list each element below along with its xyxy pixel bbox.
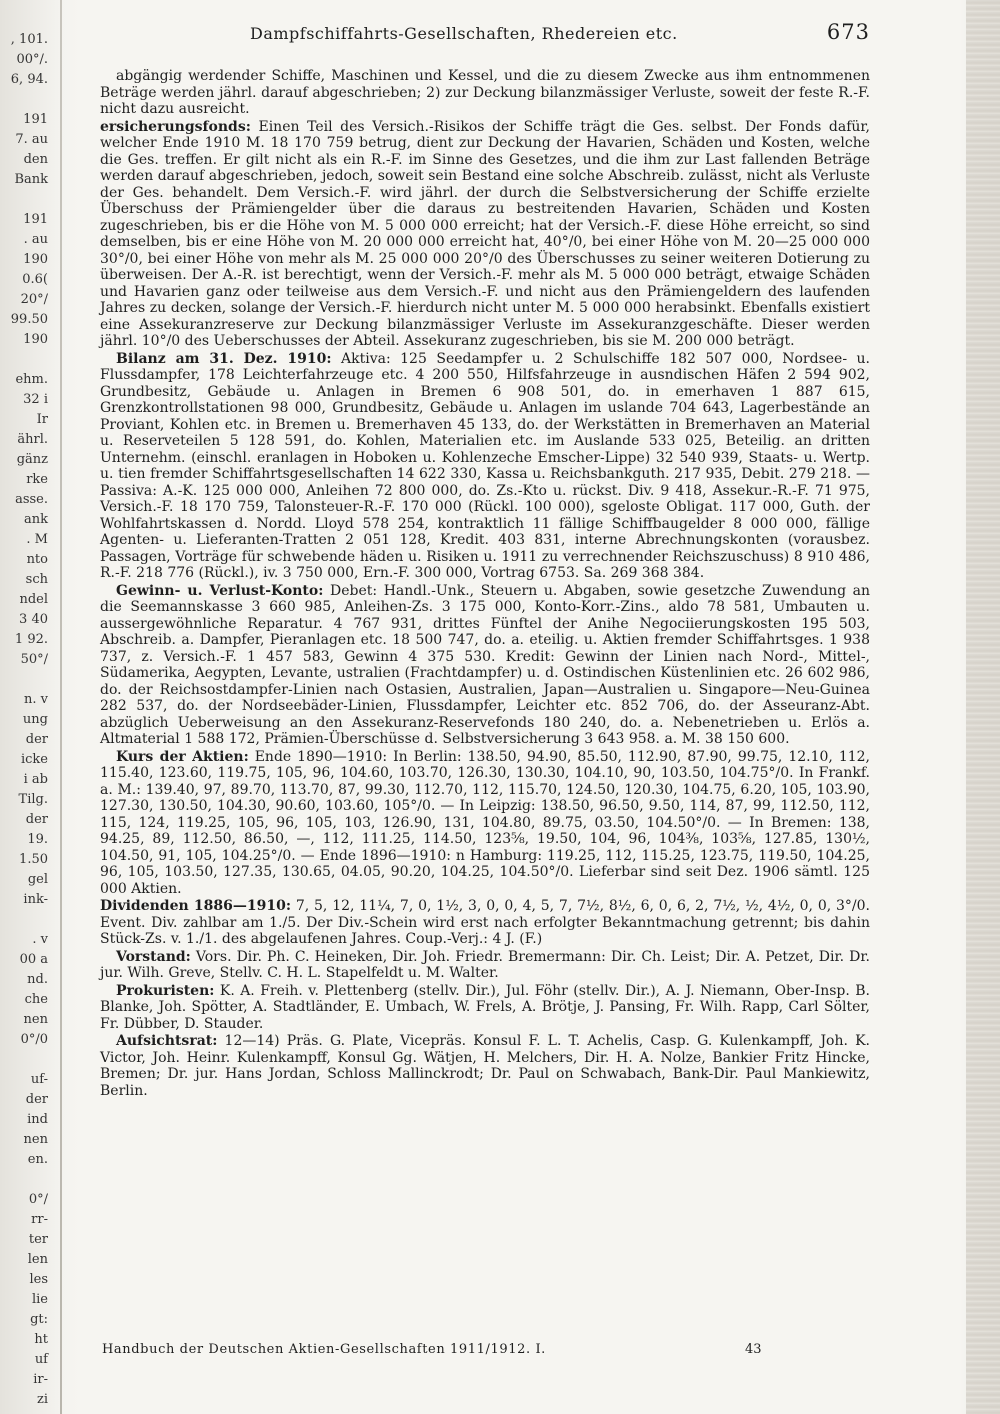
margin-fragment: Bank bbox=[14, 172, 48, 187]
section-label: ersicherungsfonds: bbox=[100, 118, 251, 135]
margin-fragment: Tilg. bbox=[18, 792, 48, 807]
margin-fragment: . v bbox=[32, 932, 48, 947]
margin-fragment: ink- bbox=[23, 892, 48, 907]
paragraph-text: 12—14) Präs. G. Plate, Vicepräs. Konsul F. L. T. Achelis, Casp. G. Kulenkampff, Joh. K. Victor, Joh. Heinr. Kulenkampff, Konsul Gg. Wätjen, H. Melchers, Dir. H. A. Nolze, Bankier Fritz Hincke, Bremen; Dr. jur. Hans Jordan, Schloss Mallinckrodt; Dr. Paul on Schwabach, Bank-Dir. Paul Mankiewitz, Berlin. bbox=[100, 1033, 870, 1099]
margin-fragment: rke bbox=[26, 472, 48, 487]
margin-fragment: 99.50 bbox=[10, 312, 48, 327]
margin-fragment: uf bbox=[34, 1352, 48, 1367]
margin-fragment: ank bbox=[23, 512, 48, 527]
paragraph-prokuristen bbox=[100, 983, 870, 1033]
margin-fragment: nen bbox=[23, 1132, 48, 1147]
paragraph-text: Vors. Dir. Ph. C. Heineken, Dir. Joh. Friedr. Bremermann: Dir. Ch. Leist; Dir. A. Petzet, Dir. Dr. jur. Wilh. Greve, Stellv. C. H. L. Stapelfeldt u. M. Walter. bbox=[100, 948, 870, 981]
margin-fragment: gt: bbox=[30, 1312, 48, 1327]
paragraph-text: abgängig werdender Schiffe, Maschinen und Kessel, und die zu diesem Zwecke aus ihm entnommenen Beträge werden jährl. darauf abgeschrieben; 2) zur Deckung bilanzmässiger Verluste, soweit der feste R.-F. nicht dazu ausreicht. bbox=[100, 68, 870, 117]
margin-fragment: 190 bbox=[23, 252, 48, 267]
page-header bbox=[100, 20, 870, 46]
margin-fragment: ind bbox=[27, 1112, 48, 1127]
paragraph-gewinn-verlust bbox=[100, 583, 870, 748]
margin-fragment: lie bbox=[31, 1292, 48, 1307]
margin-fragment: nto bbox=[26, 552, 48, 567]
page-binding-shadow bbox=[60, 0, 62, 1414]
margin-fragment: en. bbox=[27, 1152, 48, 1167]
adjacent-page-margin bbox=[0, 30, 56, 1407]
margin-fragment: 7. au bbox=[15, 132, 48, 147]
section-label: Prokuristen: bbox=[116, 982, 215, 999]
margin-fragment: n. v bbox=[24, 692, 48, 707]
section-label: Kurs der Aktien: bbox=[116, 748, 249, 765]
margin-fragment: 00°/. bbox=[16, 52, 48, 67]
margin-fragment: sch bbox=[25, 572, 48, 587]
paragraph-versicherungsfonds bbox=[100, 119, 870, 350]
margin-fragment: les bbox=[29, 1272, 48, 1287]
paragraph-vorstand bbox=[100, 949, 870, 982]
page-number: 673 bbox=[826, 20, 870, 44]
section-label: Aufsichtsrat: bbox=[116, 1033, 218, 1049]
margin-fragment: ehm. bbox=[15, 372, 48, 387]
paragraph-text: Aktiva: 125 Seedampfer u. 2 Schulschiffe 182 507 000, Nordsee- u. Flussdampfer, 178 Leichterfahrzeuge etc. 4 200 550, Hilfsfahrzeuge in ausndischen Häfen 2 594 902, Grundbesitz, Gebäude u. Anlagen in Bremen 6 908 501, do. in emerhaven 1 887 615, Grenzkontrollstationen 98 000, Grundbesitz, Gebäude u. Anlagen im uslande 704 643, Lagerbestände an Proviant, Kohlen etc. in Bremen u. Bremerhaven 45 133, do. der Werkstätten in Bremerhaven an Material u. Reserveteilen 5 128 591, do. Kohlen, Materialien etc. im Auslande 533 025, Beteilig. an dritten Unternehm. (einschl. eranlagen in Hoboken u. Kohlenzeche Emscher-Lippe) 32 540 939, Staats- u. Wertp. u. tien fremder Schiffahrtsgesellschaften 14 622 330, Kassa u. Reichsbankguth. 217 935, Debit. 279 218. — Passiva: A.-K. 125 000 000, Anleihen 72 800 000, do. Zs.-Kto u. rückst. Div. 9 418, Assekur.-R.-F. 71 975, Versich.-F. 18 170 759, Talonsteuer-R.-F. 170 000 (Rückl. 100 000), sgeloste Obligat. 117 000, Guth. der Wohlfahrtskassen d. Nordd. Lloyd 578 254, kontraktlich 11 fällige Schiffbaugelder 8 000 000, fällige Agenten- u. Lieferanten-Tratten 2 051 128, Kredit. 403 831, interne Abrechnungskonten (vorausbez. Passagen, Vorträge für schwebende häden u. Risiken u. 1911 zu verrechnender Reichszuschuss) 8 910 486, R.-F. 218 776 (Rückl.), iv. 3 750 000, Ern.-F. 300 000, Vortrag 6753. Sa. 269 368 384. bbox=[100, 350, 870, 581]
paragraph-text: Einen Teil des Versich.-Risikos der Schiffe trägt die Ges. selbst. Der Fonds dafür, welcher Ende 1910 M. 18 170 759 betrug, dient zur Deckung der Havarien, Schäden und Kosten, welche die Ges. treffen. Er gilt nicht als ein R.-F. im Sinne des Gesetzes, und die ihm zur Last fallenden Beträge werden darauf abgeschrieben, jedoch, soweit sein Bestand eine solche Abschreib. zulässt, nicht als Verluste der Ges. behandelt. Dem Versich.-F. wird jährl. der durch die Selbstversicherung der Schiffe erzielte Überschuss der Prämiengelder über die daraus zu bestreitenden Havarien, Schäden und Kosten zugeschrieben, bis er die Höhe von M. 5 000 000 erreicht; hat der Versich.-F. diese Höhe erreicht, so sind demselben, bis er eine Höhe von M. 20 000 000 erreicht hat, 40°/0, bei einer Höhe von M. 20—25 000 000 30°/0, bei einer Höhe von mehr als M. 25 000 000 20°/0 des Überschusses zu seiner weiteren Dotierung zu überweisen. Der A.-R. ist berechtigt, wenn der Versich.-F. mehr als M. 5 000 000 beträgt, etwaige Schäden und Havarien ganz oder teilweise aus dem Versich.-F. und nicht aus den Prämiengeldern des laufenden Jahres zu decken, solange der Versich.-F. hierdurch nicht unter M. 5 000 000 herabsinkt. Ebenfalls existiert eine Assekuranzreserve zur Deckung bilanzmässiger Verluste im Assekuranzgeschäfte. Dieser werden jährl. 10°/0 des Ueberschusses der Abteil. Assekuranz zugeschrieben, bis sie M. 200 000 beträgt. bbox=[100, 118, 870, 349]
margin-fragment: 1 92. bbox=[14, 632, 48, 647]
margin-fragment: 190 bbox=[23, 332, 48, 347]
margin-fragment bbox=[0, 670, 56, 690]
margin-fragment: . au bbox=[23, 232, 48, 247]
margin-fragment: der bbox=[25, 732, 48, 747]
margin-fragment bbox=[0, 90, 56, 110]
margin-fragment: 1.50 bbox=[19, 852, 48, 867]
margin-fragment: gel bbox=[27, 872, 48, 887]
margin-fragment: ht bbox=[34, 1332, 48, 1347]
margin-fragment: asse. bbox=[15, 492, 48, 507]
page-footer bbox=[100, 1342, 870, 1362]
paragraph-kurs bbox=[100, 749, 870, 898]
margin-fragment: 20°/ bbox=[20, 292, 48, 307]
paragraph-text: Debet: Handl.-Unk., Steuern u. Abgaben, sowie gesetzche Zuwendung an die Seemannskasse 3 660 985, Anleihen-Zs. 3 175 000, Konto-Korr.-Zins., aldo 78 581, Umbauten u. aussergewöhnliche Reparatur. 4 767 931, drittes Fünftel der Anihe Negociierungskosten 195 503, Abschreib. a. Dampfer, Pieranlagen etc. 18 500 747, do. a. eteilig. u. Aktien fremder Schiffahrtsges. 1 938 737, z. Versich.-F. 1 457 583, Gewinn 4 375 530. Kredit: Gewinn der Linien nach Nord-, Mittel-, Südamerika, Aegypten, Levante, ustralien (Frachtdampfer) u. d. Ostindischen Küstenlinien etc. 26 602 986, do. der Reichsostdampfer-Linien nach Ostasien, Australien, Japan—Australien u. Singapore—Neu-Guinea 282 537, do. der Nordseebäder-Linien, Flussdampfer, Leichter etc. 852 706, do. der Asseuranz-Abt. abzüglich Ueberweisung an den Assekuranz-Reservefonds 180 240, do. a. Nebenetrieben u. Erlös a. Altmaterial 1 588 172, Prämien-Überschüsse d. Selbstversicherung 3 643 958. a. M. 38 150 600. bbox=[100, 582, 870, 747]
margin-fragment bbox=[0, 190, 56, 210]
margin-fragment: i ab bbox=[23, 772, 48, 787]
margin-fragment: 00 a bbox=[19, 952, 48, 967]
margin-fragment: uf- bbox=[30, 1072, 48, 1087]
margin-fragment: nd. bbox=[27, 972, 48, 987]
margin-fragment: 0°/0 bbox=[20, 1032, 48, 1047]
margin-fragment: 191 bbox=[23, 112, 48, 127]
margin-fragment: nen bbox=[23, 1012, 48, 1027]
margin-fragment: ung bbox=[22, 712, 48, 727]
margin-fragment: der bbox=[25, 1092, 48, 1107]
paragraph-text: 7, 5, 12, 11¼, 7, 0, 1½, 3, 0, 0, 4, 5, 7, 7½, 8½, 6, 0, 6, 2, 7½, ½, 4½, 0, 0, 3°/0. Event. Div. zahlbar am 1./5. Der Div.-Schein wird erst nach erfolgter Bekanntmachung getrennt; bis dahin Stück-Zs. v. 1./1. des abgelaufenen Jahres. Coup.-Verj.: 4 J. (F.) bbox=[100, 898, 870, 947]
margin-fragment: ter bbox=[28, 1232, 48, 1247]
margin-fragment bbox=[0, 350, 56, 370]
margin-fragment: rr- bbox=[31, 1212, 48, 1227]
margin-fragment bbox=[0, 910, 56, 930]
margin-fragment: 0.6( bbox=[22, 272, 48, 287]
margin-fragment: 50°/ bbox=[20, 652, 48, 667]
margin-fragment: icke bbox=[20, 752, 48, 767]
margin-fragment bbox=[0, 1050, 56, 1070]
section-label: Vorstand: bbox=[116, 948, 191, 965]
paragraph-text: K. A. Freih. v. Plettenberg (stellv. Dir.), Jul. Föhr (stellv. Dir.), A. J. Niemann, Ober-Insp. B. Blanke, Joh. Spötter, A. Stadtländer, E. Umbach, W. Frels, A. Brötje, J. Pansing, Fr. Wilh. Rapp, Carl Sölter, Fr. Dübber, D. Stauder. bbox=[100, 982, 870, 1032]
margin-fragment: gänz bbox=[16, 452, 48, 467]
margin-fragment: ndel bbox=[19, 592, 48, 607]
margin-fragment bbox=[0, 1170, 56, 1190]
margin-fragment: ährl. bbox=[17, 432, 48, 447]
paragraph-dividenden bbox=[100, 898, 870, 948]
section-label: Gewinn- u. Verlust-Konto: bbox=[116, 582, 324, 599]
paragraph-abschreibung bbox=[100, 68, 870, 118]
margin-fragment: der bbox=[25, 812, 48, 827]
margin-fragment: 0°/ bbox=[28, 1192, 48, 1207]
margin-fragment: 6, 94. bbox=[10, 72, 48, 87]
margin-fragment: den bbox=[23, 152, 48, 167]
section-label: Dividenden 1886—1910: bbox=[100, 898, 292, 914]
running-title: Dampfschiffahrts-Gesellschaften, Rhedereien etc. bbox=[250, 24, 678, 43]
page-body bbox=[100, 68, 870, 1100]
margin-fragment: , 101. bbox=[10, 32, 48, 47]
paragraph-bilanz bbox=[100, 351, 870, 582]
paragraph-text: Ende 1890—1910: In Berlin: 138.50, 94.90, 85.50, 112.90, 87.90, 99.75, 12.10, 112, 115.40, 123.60, 119.75, 105, 96, 104.60, 103.70, 126.30, 130.30, 104.10, 90, 103.50, 104.75°/0. In Frankf. a. M.: 139.40, 97, 89.70, 113.70, 87, 99.30, 112.70, 112, 115.70, 124.50, 120.30, 104.75, 6.20, 105, 103.90, 127.30, 130.50, 104.30, 90.60, 103.60, 105°/0. — In Leipzig: 138.50, 96.50, 9.50, 114, 87, 99, 112.50, 112, 115, 124, 119.25, 105, 96, 105, 103, 126.90, 131, 104.80, 89.75, 03.50, 104.50°/0. — In Bremen: 138, 94.25, 89, 112.50, 86.50, —, 112, 111.25, 114.50, 123⅝, 19.50, 104, 96, 104⅜, 103⅝, 127.85, 130½, 104.50, 91, 105, 104.25°/0. — Ende 1896—1910: n Hamburg: 119.25, 112, 115.25, 123.75, 119.50, 104.25, 96, 105, 103.50, 127.35, 130.65, 04.05, 90.20, 104.25, 104.50°/0. Lieferbar sind seit Dez. 1906 sämtl. 125 000 Aktien. bbox=[100, 748, 870, 897]
footer-sheet-number: 43 bbox=[745, 1342, 762, 1357]
margin-fragment: 32 i bbox=[23, 392, 48, 407]
footer-handbook-title: Handbuch der Deutschen Aktien-Gesellschaften 1911/1912. I. bbox=[102, 1342, 546, 1357]
margin-fragment: zi bbox=[36, 1392, 48, 1407]
margin-fragment: Ir bbox=[36, 412, 48, 427]
margin-fragment: 19. bbox=[27, 832, 48, 847]
page-edge-shadow bbox=[966, 0, 1000, 1414]
margin-fragment: 3 40 bbox=[19, 612, 48, 627]
margin-fragment: . M bbox=[26, 532, 48, 547]
margin-fragment: che bbox=[24, 992, 48, 1007]
margin-fragment: ir- bbox=[33, 1372, 48, 1387]
margin-fragment: len bbox=[27, 1252, 48, 1267]
section-label: Bilanz am 31. Dez. 1910: bbox=[116, 350, 332, 367]
margin-fragment: 191 bbox=[23, 212, 48, 227]
paragraph-aufsichtsrat bbox=[100, 1033, 870, 1099]
